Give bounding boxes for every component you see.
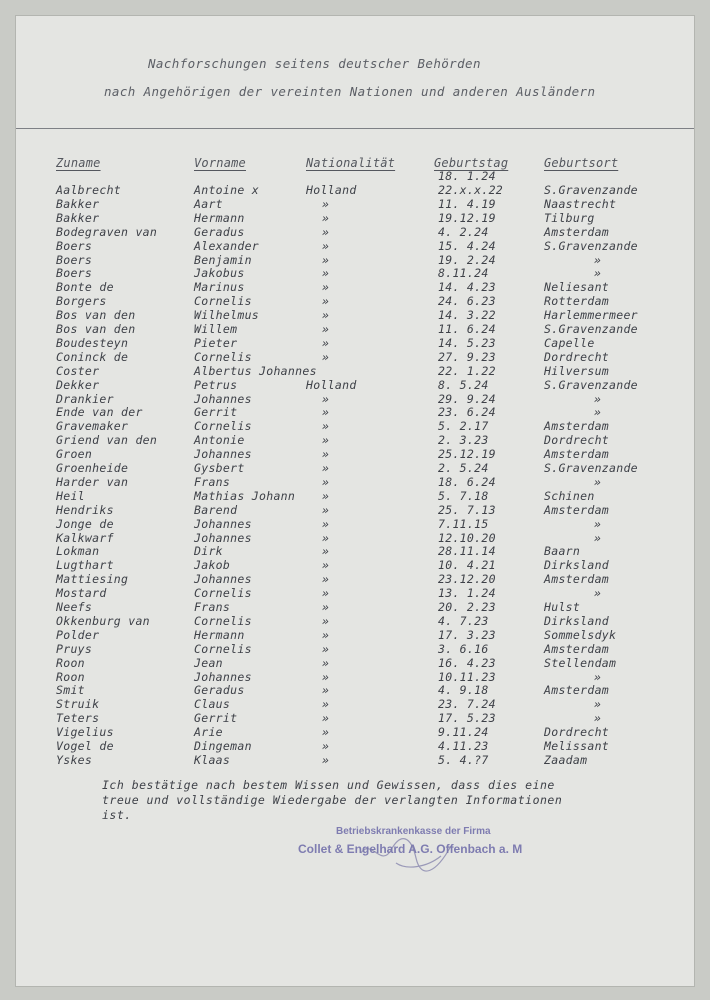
cell-nationality: » <box>322 488 330 503</box>
cell-first-name: Pieter <box>194 335 238 350</box>
cell-surname: Bodegraven van <box>56 224 158 239</box>
cell-first-name: Aart <box>194 196 223 211</box>
cell-birthplace: Dirksland <box>544 558 610 573</box>
cell-nationality: » <box>322 683 330 698</box>
cell-birthplace: Melissant <box>544 739 610 753</box>
cell-surname: Dekker <box>56 377 100 392</box>
cell-birthplace: Rotterdam <box>544 294 610 309</box>
cell-birthdate: 2. 5.24 <box>438 461 489 475</box>
cell-first-name: Dirk <box>194 544 223 559</box>
column-header-birthdate: Geburtstag <box>434 156 509 170</box>
cell-surname: Drankier <box>56 391 114 406</box>
cell-first-name: Marinus <box>194 280 245 295</box>
stamp-line-2: Collet & Engelhard A.G. Offenbach a. M <box>298 842 523 856</box>
cell-birthplace: Amsterdam <box>544 683 610 698</box>
cell-nationality: » <box>322 238 330 253</box>
cell-nationality: » <box>322 405 330 420</box>
table-row <box>16 739 694 753</box>
cell-surname: Neefs <box>56 600 93 614</box>
cell-birthdate: 5. 7.18 <box>438 488 489 503</box>
cell-birthdate: 29. 9.24 <box>438 391 496 406</box>
cell-surname: Vogel de <box>56 739 114 753</box>
cell-birthplace: » <box>594 405 602 420</box>
cell-first-name: Geradus <box>194 224 245 239</box>
cell-birthdate: 19.12.19 <box>438 210 496 225</box>
cell-nationality: » <box>322 600 330 614</box>
cell-first-name: Willem <box>194 322 238 336</box>
cell-birthplace: Harlemmermeer <box>544 308 638 323</box>
table-row <box>16 656 694 670</box>
cell-surname: Teters <box>56 711 100 726</box>
cell-surname: Gravemaker <box>56 419 129 434</box>
cell-birthplace: Baarn <box>544 544 581 559</box>
declaration-line-2: treue und vollständige Wiedergabe der verlangten Informationen <box>102 793 563 807</box>
cell-nationality: » <box>322 294 330 309</box>
cell-nationality: » <box>322 613 330 628</box>
cell-surname: Struik <box>56 697 100 712</box>
cell-birthdate: 22.x.x.22 <box>438 183 504 197</box>
column-header-surname: Zuname <box>56 156 101 170</box>
cell-birthdate: 8. 5.24 <box>438 377 489 392</box>
table-row <box>16 447 694 461</box>
cell-first-name: Antonie <box>194 433 245 448</box>
cell-nationality: » <box>322 558 330 573</box>
cell-nationality: » <box>322 669 330 684</box>
cell-nationality: Holland <box>306 377 357 392</box>
cell-surname: Jonge de <box>56 516 114 531</box>
table-row <box>16 697 694 711</box>
cell-surname: Pruys <box>56 641 93 656</box>
cell-nationality: » <box>322 725 330 740</box>
table-row <box>16 683 694 697</box>
cell-birthdate: 25.12.19 <box>438 447 496 462</box>
cell-birthplace: Dordrecht <box>544 725 610 740</box>
cell-birthdate: 8.11.24 <box>438 266 489 281</box>
cell-first-name: Johannes <box>194 447 252 462</box>
cell-first-name: Gerrit <box>194 405 238 420</box>
table-row <box>16 183 694 197</box>
cell-birthplace: S.Gravenzande <box>544 377 638 392</box>
cell-surname: Boers <box>56 252 93 267</box>
cell-birthdate: 13. 1.24 <box>438 586 496 601</box>
cell-nationality: » <box>322 252 330 267</box>
table-row <box>16 280 694 294</box>
table-row <box>16 614 694 628</box>
cell-nationality: » <box>322 210 330 225</box>
cell-surname: Boers <box>56 266 93 281</box>
table-row <box>16 336 694 350</box>
table-row <box>16 753 694 767</box>
table-row <box>16 294 694 308</box>
table-row <box>16 239 694 253</box>
table-row <box>16 558 694 572</box>
cell-birthdate: 23.12.20 <box>438 572 496 587</box>
cell-birthplace: » <box>594 516 602 531</box>
cell-birthplace: Amsterdam <box>544 224 610 239</box>
cell-birthdate: 24. 6.23 <box>438 294 496 309</box>
declaration-line-3: ist. <box>102 808 132 822</box>
cell-birthplace: Hulst <box>544 600 581 614</box>
cell-surname: Groenheide <box>56 461 129 475</box>
table-row <box>16 253 694 267</box>
header-line-2: nach Angehörigen der vereinten Nationen und anderen Ausländern <box>104 84 596 99</box>
cell-birthdate: 4.11.23 <box>438 739 489 753</box>
table-row <box>16 419 694 433</box>
cell-nationality: » <box>322 280 330 295</box>
cell-nationality: » <box>322 752 330 767</box>
table-row <box>16 308 694 322</box>
table-row <box>16 503 694 517</box>
cell-surname: Smit <box>56 683 85 698</box>
cell-birthplace: S.Gravenzande <box>544 461 638 475</box>
cell-surname: Aalbrecht <box>56 183 122 197</box>
cell-first-name: Cornelis <box>194 349 252 364</box>
cell-birthdate: 4. 9.18 <box>438 683 489 698</box>
column-header-birthplace: Geburtsort <box>544 156 619 170</box>
cell-first-name: Klaas <box>194 752 231 767</box>
cell-surname: Harder van <box>56 474 129 489</box>
cell-nationality: » <box>322 711 330 726</box>
table-row <box>16 517 694 531</box>
cell-birthdate: 12.10.20 <box>438 530 496 545</box>
cell-first-name: Johannes <box>194 391 252 406</box>
table-row <box>16 364 694 378</box>
cell-surname: Kalkwarf <box>56 530 114 545</box>
cell-first-name: Geradus <box>194 683 245 698</box>
cell-birthdate: 4. 2.24 <box>438 224 489 239</box>
table-row <box>16 211 694 225</box>
cell-nationality: » <box>322 697 330 712</box>
cell-nationality: » <box>322 196 330 211</box>
cell-first-name: Hermann <box>194 627 245 642</box>
cell-surname: Bakker <box>56 210 100 225</box>
table-row <box>16 670 694 684</box>
cell-birthdate: 14. 3.22 <box>438 308 496 323</box>
cell-nationality: » <box>322 641 330 656</box>
cell-nationality: » <box>322 308 330 323</box>
cell-birthdate: 4. 7.23 <box>438 613 489 628</box>
cell-first-name: Cornelis <box>194 586 252 601</box>
cell-nationality: » <box>322 516 330 531</box>
cell-first-name: Jean <box>194 655 223 670</box>
cell-nationality: » <box>322 391 330 406</box>
cell-first-name: Cornelis <box>194 419 252 434</box>
cell-nationality: » <box>322 572 330 587</box>
table-row <box>16 489 694 503</box>
cell-birthdate: 18. 6.24 <box>438 474 496 489</box>
cell-birthplace: S.Gravenzande <box>544 183 638 197</box>
cell-first-name: Johannes <box>194 530 252 545</box>
birthdate-overtyped: 18. 1.24 <box>438 169 496 183</box>
cell-birthplace: Amsterdam <box>544 641 610 656</box>
cell-nationality: » <box>322 447 330 462</box>
cell-birthdate: 22. 1.22 <box>438 363 496 378</box>
cell-birthdate: 19. 2.24 <box>438 252 496 267</box>
table-row <box>16 392 694 406</box>
cell-birthdate: 28.11.14 <box>438 544 496 559</box>
cell-birthplace: Neliesant <box>544 280 610 295</box>
cell-birthdate: 23. 7.24 <box>438 697 496 712</box>
cell-birthdate: 11. 6.24 <box>438 322 496 336</box>
cell-first-name: Barend <box>194 502 238 517</box>
cell-birthdate: 11. 4.19 <box>438 196 496 211</box>
cell-first-name: Johannes <box>194 516 252 531</box>
cell-surname: Bos van den <box>56 322 136 336</box>
cell-birthplace: Capelle <box>544 335 595 350</box>
cell-birthplace: » <box>594 266 602 281</box>
cell-birthplace: Amsterdam <box>544 502 610 517</box>
cell-birthdate: 2. 3.23 <box>438 433 489 448</box>
cell-surname: Heil <box>56 488 85 503</box>
table-row <box>16 572 694 586</box>
table-row <box>16 475 694 489</box>
cell-surname: Coster <box>56 363 100 378</box>
cell-surname: Mostard <box>56 586 107 601</box>
table-row <box>16 350 694 364</box>
cell-birthdate: 25. 7.13 <box>438 502 496 517</box>
cell-first-name: Johannes <box>194 669 252 684</box>
declaration-line-1: Ich bestätige nach bestem Wissen und Gewissen, dass dies eine <box>102 778 555 792</box>
cell-birthplace: » <box>594 697 602 712</box>
cell-surname: Griend van den <box>56 433 158 448</box>
cell-first-name: Benjamin <box>194 252 252 267</box>
cell-birthplace: » <box>594 530 602 545</box>
cell-surname: Bakker <box>56 196 100 211</box>
cell-surname: Roon <box>56 655 85 670</box>
cell-birthplace: Dordrecht <box>544 349 610 364</box>
cell-surname: Mattiesing <box>56 572 129 587</box>
table-row <box>16 725 694 739</box>
table-row <box>16 600 694 614</box>
cell-birthplace: Hilversum <box>544 363 610 378</box>
cell-surname: Boers <box>56 238 93 253</box>
cell-surname: Okkenburg van <box>56 613 150 628</box>
cell-birthdate: 5. 4.?7 <box>438 752 489 767</box>
document-page <box>16 16 694 986</box>
cell-birthdate: 15. 4.24 <box>438 238 496 253</box>
cell-nationality: » <box>322 433 330 448</box>
cell-surname: Vigelius <box>56 725 114 740</box>
table-row <box>16 461 694 475</box>
cell-birthplace: Amsterdam <box>544 447 610 462</box>
cell-birthplace: Stellendam <box>544 655 617 670</box>
cell-birthplace: » <box>594 252 602 267</box>
cell-birthplace: Schinen <box>544 488 595 503</box>
cell-birthplace: Dordrecht <box>544 433 610 448</box>
cell-nationality: » <box>322 335 330 350</box>
cell-first-name: Gysbert <box>194 461 245 475</box>
column-header-first-name: Vorname <box>194 156 246 170</box>
cell-first-name: Gerrit <box>194 711 238 726</box>
cell-birthdate: 17. 3.23 <box>438 627 496 642</box>
cell-surname: Roon <box>56 669 85 684</box>
cell-surname: Lugthart <box>56 558 114 573</box>
cell-birthdate: 3. 6.16 <box>438 641 489 656</box>
cell-birthplace: Sommelsdyk <box>544 627 617 642</box>
table-row <box>16 544 694 558</box>
cell-surname: Lokman <box>56 544 100 559</box>
cell-first-name: Jakobus <box>194 266 245 281</box>
cell-surname: Bonte de <box>56 280 114 295</box>
table-row <box>16 628 694 642</box>
cell-first-name: Wilhelmus <box>194 308 260 323</box>
cell-birthplace: S.Gravenzande <box>544 238 638 253</box>
cell-first-name: Petrus <box>194 377 238 392</box>
signature-scribble <box>356 828 466 878</box>
table-row <box>16 586 694 600</box>
cell-first-name: Antoine x <box>194 183 260 197</box>
cell-first-name: Cornelis <box>194 613 252 628</box>
cell-birthplace: Zaadam <box>544 752 588 767</box>
cell-birthdate: 9.11.24 <box>438 725 489 740</box>
table-row <box>16 197 694 211</box>
cell-surname: Boudesteyn <box>56 335 129 350</box>
cell-birthdate: 17. 5.23 <box>438 711 496 726</box>
cell-nationality: » <box>322 224 330 239</box>
cell-nationality: » <box>322 739 330 753</box>
cell-nationality: » <box>322 655 330 670</box>
cell-birthdate: 14. 4.23 <box>438 280 496 295</box>
cell-birthdate: 14. 5.23 <box>438 335 496 350</box>
cell-first-name: Johannes <box>194 572 252 587</box>
column-header-nationality: Nationalität <box>306 156 396 170</box>
cell-first-name: Alexander <box>194 238 260 253</box>
cell-surname: Coninck de <box>56 349 129 364</box>
cell-nationality: » <box>322 627 330 642</box>
cell-nationality: » <box>322 530 330 545</box>
cell-birthplace: » <box>594 669 602 684</box>
cell-birthplace: » <box>594 391 602 406</box>
cell-first-name: Frans <box>194 600 231 614</box>
cell-first-name: Dingeman <box>194 739 252 753</box>
table-row <box>16 711 694 725</box>
cell-nationality: » <box>322 266 330 281</box>
cell-birthdate: 10.11.23 <box>438 669 496 684</box>
cell-nationality: » <box>322 461 330 475</box>
cell-nationality: » <box>322 322 330 336</box>
cell-birthplace: Dirksland <box>544 613 610 628</box>
header-line-1: Nachforschungen seitens deutscher Behörden <box>148 56 481 71</box>
cell-nationality: » <box>322 474 330 489</box>
table-row <box>16 266 694 280</box>
cell-first-name: Cornelis <box>194 641 252 656</box>
cell-birthdate: 7.11.15 <box>438 516 489 531</box>
cell-surname: Polder <box>56 627 100 642</box>
cell-first-name: Frans <box>194 474 231 489</box>
table-row <box>16 642 694 656</box>
cell-birthdate: 23. 6.24 <box>438 405 496 420</box>
cell-first-name: Albertus Johannes <box>194 363 317 378</box>
cell-surname: Bos van den <box>56 308 136 323</box>
cell-birthplace: Naastrecht <box>544 196 617 211</box>
cell-surname: Ende van der <box>56 405 143 420</box>
cell-surname: Groen <box>56 447 93 462</box>
cell-surname: Yskes <box>56 752 93 767</box>
table-row <box>16 433 694 447</box>
cell-birthdate: 16. 4.23 <box>438 655 496 670</box>
cell-nationality: » <box>322 419 330 434</box>
cell-surname: Borgers <box>56 294 107 309</box>
cell-birthdate: 5. 2.17 <box>438 419 489 434</box>
cell-birthplace: » <box>594 474 602 489</box>
cell-nationality: » <box>322 544 330 559</box>
cell-birthplace: » <box>594 586 602 601</box>
table-row <box>16 322 694 336</box>
cell-birthdate: 10. 4.21 <box>438 558 496 573</box>
cell-birthdate: 20. 2.23 <box>438 600 496 614</box>
cell-nationality: » <box>322 502 330 517</box>
cell-first-name: Arie <box>194 725 223 740</box>
cell-birthdate: 27. 9.23 <box>438 349 496 364</box>
cell-nationality: » <box>322 586 330 601</box>
table-row <box>16 225 694 239</box>
cell-birthplace: » <box>594 711 602 726</box>
cell-surname: Hendriks <box>56 502 114 517</box>
table-row <box>16 405 694 419</box>
cell-first-name: Cornelis <box>194 294 252 309</box>
cell-birthplace: S.Gravenzande <box>544 322 638 336</box>
cell-nationality: » <box>322 349 330 364</box>
cell-nationality: Holland <box>306 183 357 197</box>
cell-birthplace: Amsterdam <box>544 572 610 587</box>
cell-first-name: Mathias Johann <box>194 488 296 503</box>
cell-birthplace: Amsterdam <box>544 419 610 434</box>
table-row <box>16 378 694 392</box>
cell-birthplace: Tilburg <box>544 210 595 225</box>
stamp-line-1: Betriebskrankenkasse der Firma <box>336 826 491 837</box>
cell-first-name: Hermann <box>194 210 245 225</box>
header-divider <box>16 128 694 129</box>
table-row <box>16 531 694 545</box>
cell-first-name: Claus <box>194 697 231 712</box>
cell-first-name: Jakob <box>194 558 231 573</box>
